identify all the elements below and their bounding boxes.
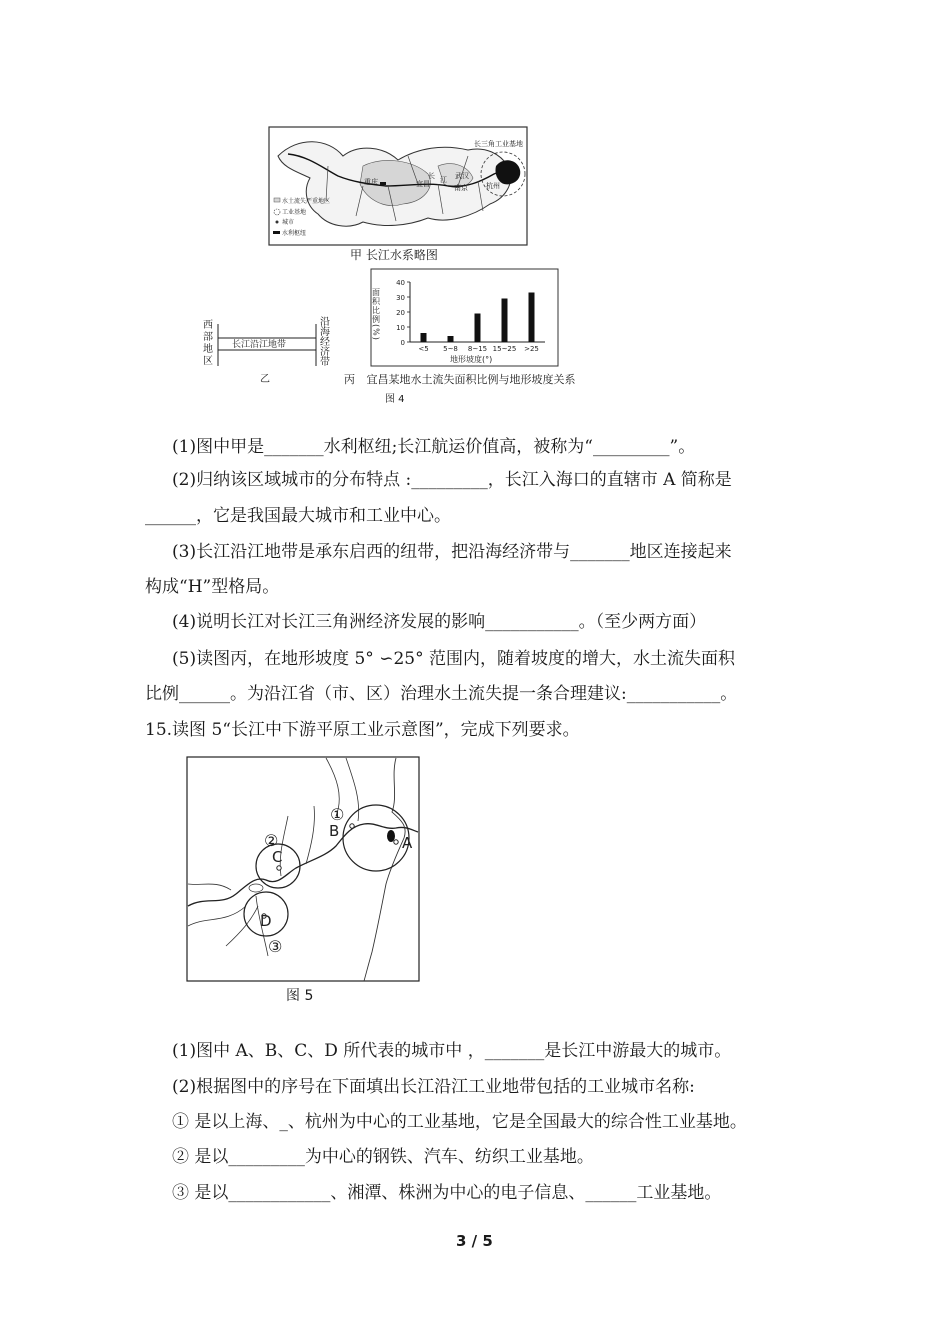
- q14-line-1: (1)图中甲是_______水利枢纽;长江航运价值高，被称为“_________”。: [172, 437, 696, 457]
- chart-xlabel: 地形坡度(°): [450, 355, 493, 364]
- chart-bar: [475, 314, 481, 343]
- diagram-yi: [198, 316, 338, 388]
- fig5-A: A: [402, 834, 413, 852]
- yi-belt: 长江沿江地带: [232, 340, 287, 350]
- yi-west: 西部地区: [203, 320, 213, 367]
- chart-ytick-label: 10: [396, 324, 405, 332]
- label-chang: 长: [428, 172, 435, 180]
- q15-line-5: ③ 是以____________、湘潭、株洲为中心的电子信息、______工业基地。: [172, 1183, 722, 1203]
- chart-xtick-label: >25: [524, 345, 539, 353]
- yi-coast: 沿海经济带: [320, 317, 330, 368]
- chart-xtick-label: <5: [418, 345, 429, 353]
- fig5-B: B: [329, 822, 340, 840]
- fig5-D: D: [260, 912, 272, 930]
- label-yichang: 宜昌: [416, 180, 430, 188]
- chart-caption-prefix: 丙: [344, 373, 355, 386]
- q14-line-6: (4)说明长江对长江三角洲经济发展的影响___________。（至少两方面）: [172, 612, 707, 632]
- svg-text:城市: 城市: [282, 219, 295, 226]
- q15-line-4: ② 是以_________为中心的钢铁、汽车、纺织工业基地。: [172, 1147, 594, 1167]
- chart-ytick-label: 20: [396, 309, 405, 317]
- q14-line-5: 构成“H”型格局。: [145, 577, 280, 597]
- q14-line-4: (3)长江沿江地带是承东启西的纽带，把沿海经济带与_______地区连接起来: [172, 542, 732, 562]
- q15-line-1: (1)图中 A、B、C、D 所代表的城市中 ，_______是长江中游最大的城市。: [172, 1041, 732, 1061]
- q14-line-2: (2)归纳该区域城市的分布特点 :_________，长江入海口的直辖市 A 简称是: [172, 470, 732, 490]
- label-jiang: 江: [440, 176, 447, 184]
- q14-line-8: 比例______。为沿江省（市、区）治理水土流失提一条合理建议:___________。: [145, 684, 738, 704]
- q15-intro: 15.读图 5“长江中下游平原工业示意图”，完成下列要求。: [145, 720, 580, 740]
- fig5-C: C: [272, 848, 283, 866]
- chart-ylabel: 面积比例(%): [371, 288, 381, 341]
- chart-bar: [448, 336, 454, 342]
- chart-ytick-label: 30: [396, 294, 405, 302]
- svg-text:工业基地: 工业基地: [282, 209, 307, 216]
- chart-xtick-label: 15~25: [492, 345, 517, 353]
- fig5-n1: ①: [330, 805, 345, 824]
- map-figure5: [186, 756, 420, 982]
- fig5-n3: ③: [268, 937, 283, 956]
- chart-bar: [502, 299, 508, 343]
- chart-ytick-label: 40: [396, 279, 405, 287]
- q14-line-7: (5)读图丙，在地形坡度 5° ∽25° 范围内，随着坡度的增大，水土流失面积: [172, 649, 735, 669]
- fig5-n2: ②: [264, 831, 279, 850]
- yi-caption: 乙: [260, 374, 270, 385]
- map-jia: [268, 126, 528, 246]
- page-number: 3 / 5: [456, 1232, 493, 1250]
- chart-bar: [421, 333, 427, 342]
- label-chongqing: 重庆: [364, 178, 378, 186]
- chart-xtick-label: 8~15: [467, 345, 488, 353]
- chart-bing: [370, 268, 560, 368]
- svg-text:水土流失严重地区: 水土流失严重地区: [282, 198, 331, 205]
- map-jia-caption: 甲 长江水系略图: [350, 248, 438, 262]
- figure5-caption: 图 5: [286, 988, 314, 1004]
- q15-line-3: ① 是以上海、_、杭州为中心的工业基地，它是全国最大的综合性工业基地。: [172, 1112, 747, 1132]
- svg-text:水利枢纽: 水利枢纽: [282, 230, 307, 237]
- label-base: 长三角工业基地: [474, 140, 523, 148]
- chart-bar: [529, 293, 535, 343]
- label-hangzhou: 杭州: [486, 182, 500, 190]
- q14-line-3: ______，它是我国最大城市和工业中心。: [145, 506, 451, 526]
- label-wuhan: 武汉: [455, 172, 469, 180]
- chart-xtick-label: 5~8: [443, 345, 458, 353]
- chart-ytick-label: 0: [400, 339, 405, 347]
- figure4-label: 图 4: [385, 394, 405, 405]
- chart-title: 宜昌某地水土流失面积比例与地形坡度关系: [366, 373, 576, 386]
- label-nanjing: 南京: [454, 184, 468, 192]
- chart-caption: [344, 371, 576, 387]
- q15-line-2: (2)根据图中的序号在下面填出长江沿江工业地带包括的工业城市名称:: [172, 1077, 695, 1097]
